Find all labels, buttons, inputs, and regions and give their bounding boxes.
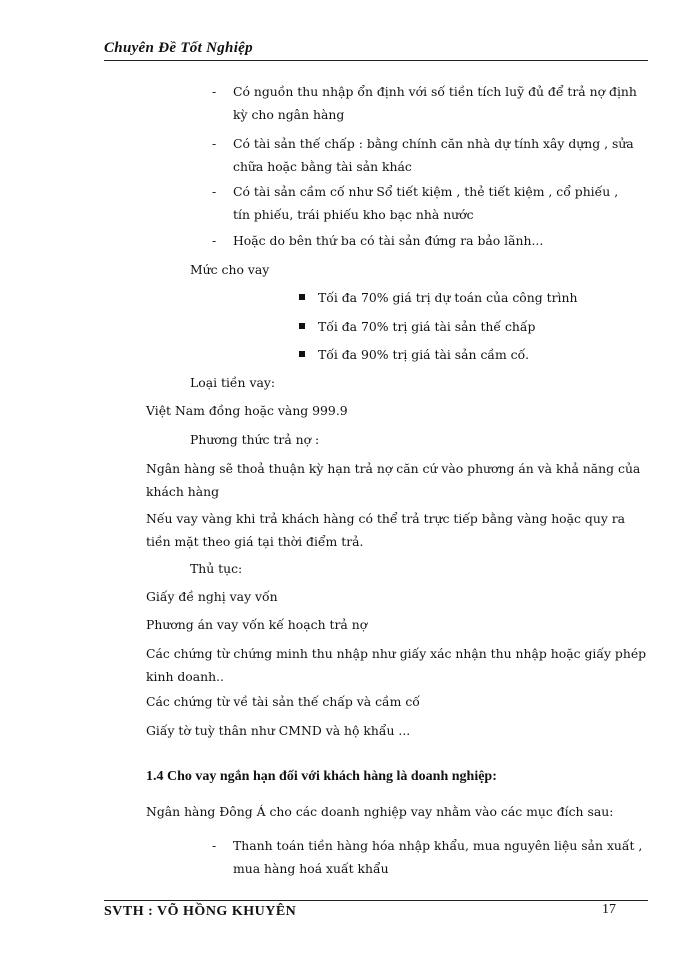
section-item-line2: mua hàng hoá xuất khẩu bbox=[233, 861, 389, 876]
section-intro: Ngân hàng Đông Á cho các doanh nghiệp vay nhằm vào các mục đích sau: bbox=[146, 804, 614, 819]
procedure-item-5: Giấy tờ tuỳ thân như CMND và hộ khẩu ... bbox=[146, 723, 411, 738]
loan-level-label: Mức cho vay bbox=[190, 262, 270, 277]
dash-bullet: - bbox=[212, 838, 217, 853]
section-heading: 1.4 Cho vay ngắn hạn đối với khách hàng là doanh nghiệp: bbox=[146, 769, 497, 784]
currency-text: Việt Nam đồng hoặc vàng 999.9 bbox=[146, 403, 348, 418]
dash-bullet: - bbox=[212, 136, 217, 151]
header-rule bbox=[104, 60, 648, 61]
footer-rule bbox=[104, 900, 648, 901]
repayment-para2-line2: tiền mặt theo giá tại thời điểm trả. bbox=[146, 534, 364, 549]
condition-1-line1: Có nguồn thu nhập ổn định với số tiền tích luỹ đủ để trả nợ định bbox=[233, 84, 637, 99]
dash-bullet: - bbox=[212, 184, 217, 199]
loan-level-item-1: Tối đa 70% giá trị dự toán của công trình bbox=[318, 290, 578, 305]
procedure-item-1: Giấy đề nghị vay vốn bbox=[146, 589, 278, 604]
loan-level-item-2: Tối đa 70% trị giá tài sản thế chấp bbox=[318, 319, 536, 334]
square-bullet bbox=[299, 294, 305, 300]
procedure-item-3-cont: kinh doanh.. bbox=[146, 669, 224, 684]
condition-3-line2: tín phiếu, trái phiếu kho bạc nhà nước bbox=[233, 207, 474, 222]
dash-bullet: - bbox=[212, 233, 217, 248]
header-title: Chuyên Đề Tốt Nghiệp bbox=[104, 40, 253, 56]
procedures-label: Thủ tục: bbox=[190, 561, 243, 576]
repayment-para2-line1: Nếu vay vàng khi trả khách hàng có thể trả trực tiếp bằng vàng hoặc quy ra bbox=[146, 511, 626, 526]
page-number: 17 bbox=[602, 902, 616, 917]
loan-level-item-3: Tối đa 90% trị giá tài sản cầm cố. bbox=[318, 347, 530, 362]
footer-author: SVTH : VÕ HỒNG KHUYÊN bbox=[104, 904, 297, 919]
procedure-item-3: Các chứng từ chứng minh thu nhập như giấy xác nhận thu nhập hoặc giấy phép bbox=[146, 646, 647, 661]
repayment-para1-line2: khách hàng bbox=[146, 484, 220, 499]
dash-bullet: - bbox=[212, 84, 217, 99]
currency-label: Loại tiền vay: bbox=[190, 375, 276, 390]
condition-1-line2: kỳ cho ngân hàng bbox=[233, 107, 345, 122]
square-bullet bbox=[299, 351, 305, 357]
procedure-item-4: Các chứng từ về tài sản thế chấp và cầm cố bbox=[146, 694, 420, 709]
condition-4-line1: Hoặc do bên thứ ba có tài sản đứng ra bảo lãnh... bbox=[233, 233, 544, 248]
condition-3-line1: Có tài sản cầm cố như Sổ tiết kiệm , thẻ tiết kiệm , cổ phiếu , bbox=[233, 184, 619, 199]
repayment-label: Phương thức trả nợ : bbox=[190, 432, 320, 447]
condition-2-line2: chữa hoặc bằng tài sản khác bbox=[233, 159, 412, 174]
repayment-para1-line1: Ngân hàng sẽ thoả thuận kỳ hạn trả nợ căn cứ vào phương án và khả năng của bbox=[146, 461, 641, 476]
condition-2-line1: Có tài sản thế chấp : bằng chính căn nhà dự tính xây dựng , sửa bbox=[233, 136, 634, 151]
square-bullet bbox=[299, 323, 305, 329]
section-item-line1: Thanh toán tiền hàng hóa nhập khẩu, mua nguyên liệu sản xuất , bbox=[233, 838, 643, 853]
procedure-item-2: Phương án vay vốn kế hoạch trả nợ bbox=[146, 617, 368, 632]
